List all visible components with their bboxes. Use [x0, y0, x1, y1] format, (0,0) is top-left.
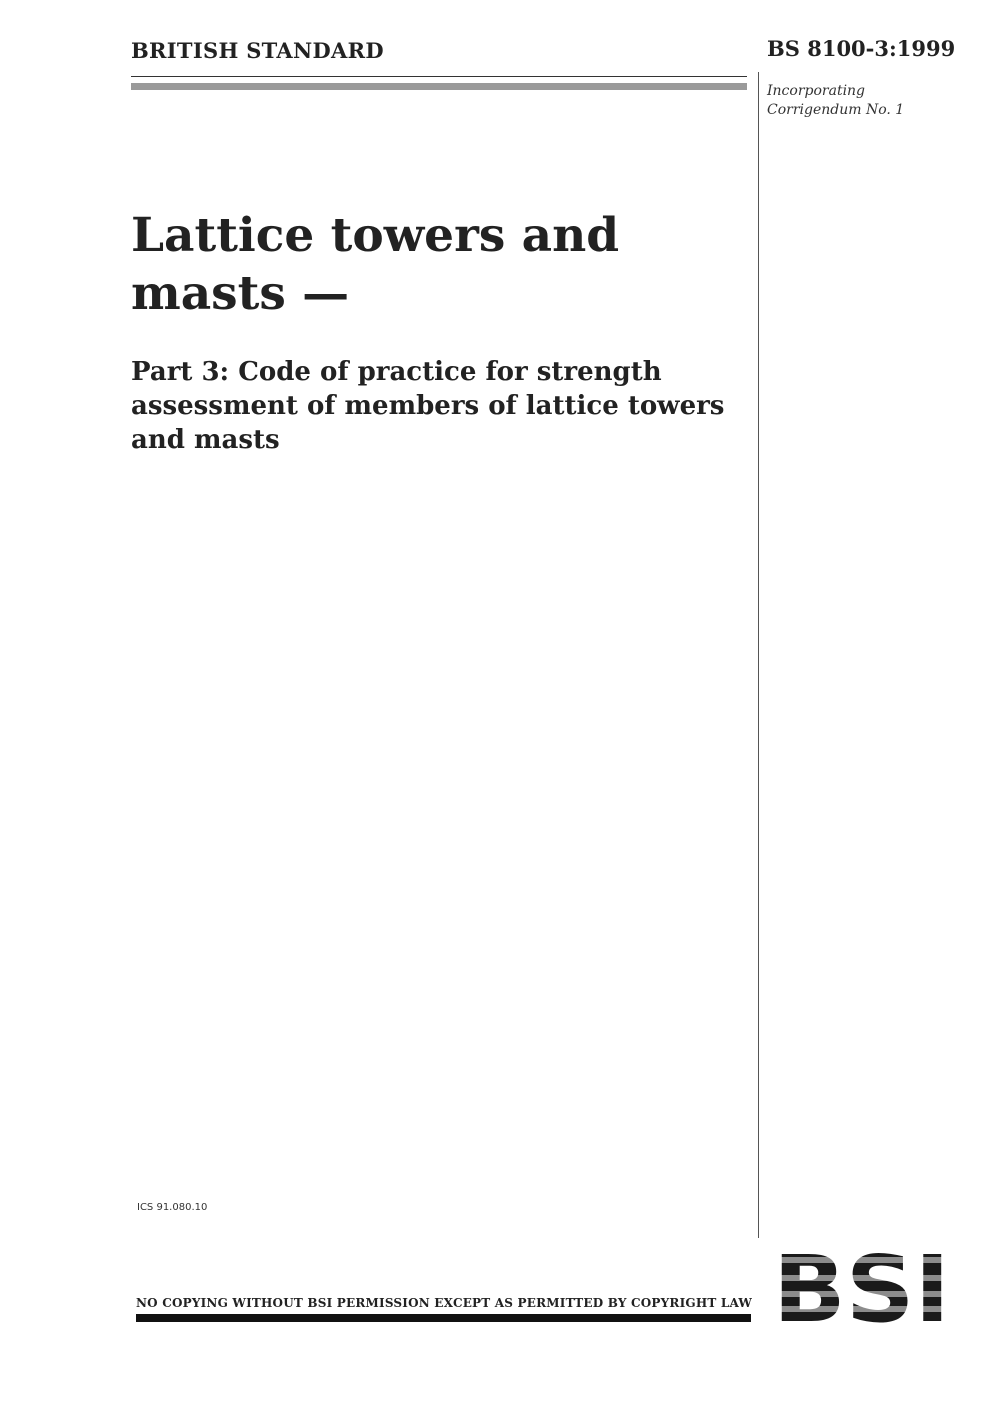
document-title [131, 207, 741, 323]
bsi-logo [773, 1243, 950, 1323]
standard-number: BS 8100-3:1999 [767, 36, 956, 61]
footer-rule [136, 1314, 751, 1322]
amendment-line-1: Incorporating [767, 83, 866, 99]
ics-code: ICS 91.080.10 [137, 1202, 208, 1213]
copyright-notice: NO COPYING WITHOUT BSI PERMISSION EXCEPT AS PERMITTED BY COPYRIGHT LAW [136, 1296, 753, 1310]
subtitle-line-1: Part 3: Code of practice for strength [131, 357, 662, 387]
subtitle-line-3: and masts [131, 425, 280, 455]
amendment-note [767, 82, 904, 120]
subtitle-line-2: assessment of members of lattice towers [131, 391, 725, 421]
document-subtitle [131, 355, 746, 457]
title-line-2: masts — [131, 266, 350, 321]
title-line-1: Lattice towers and [131, 208, 620, 263]
header-rule-thick [131, 83, 747, 90]
side-divider [758, 72, 759, 1238]
header-rule-thin [131, 76, 747, 77]
header-label: BRITISH STANDARD [131, 38, 384, 63]
amendment-line-2: Corrigendum No. 1 [767, 102, 905, 118]
